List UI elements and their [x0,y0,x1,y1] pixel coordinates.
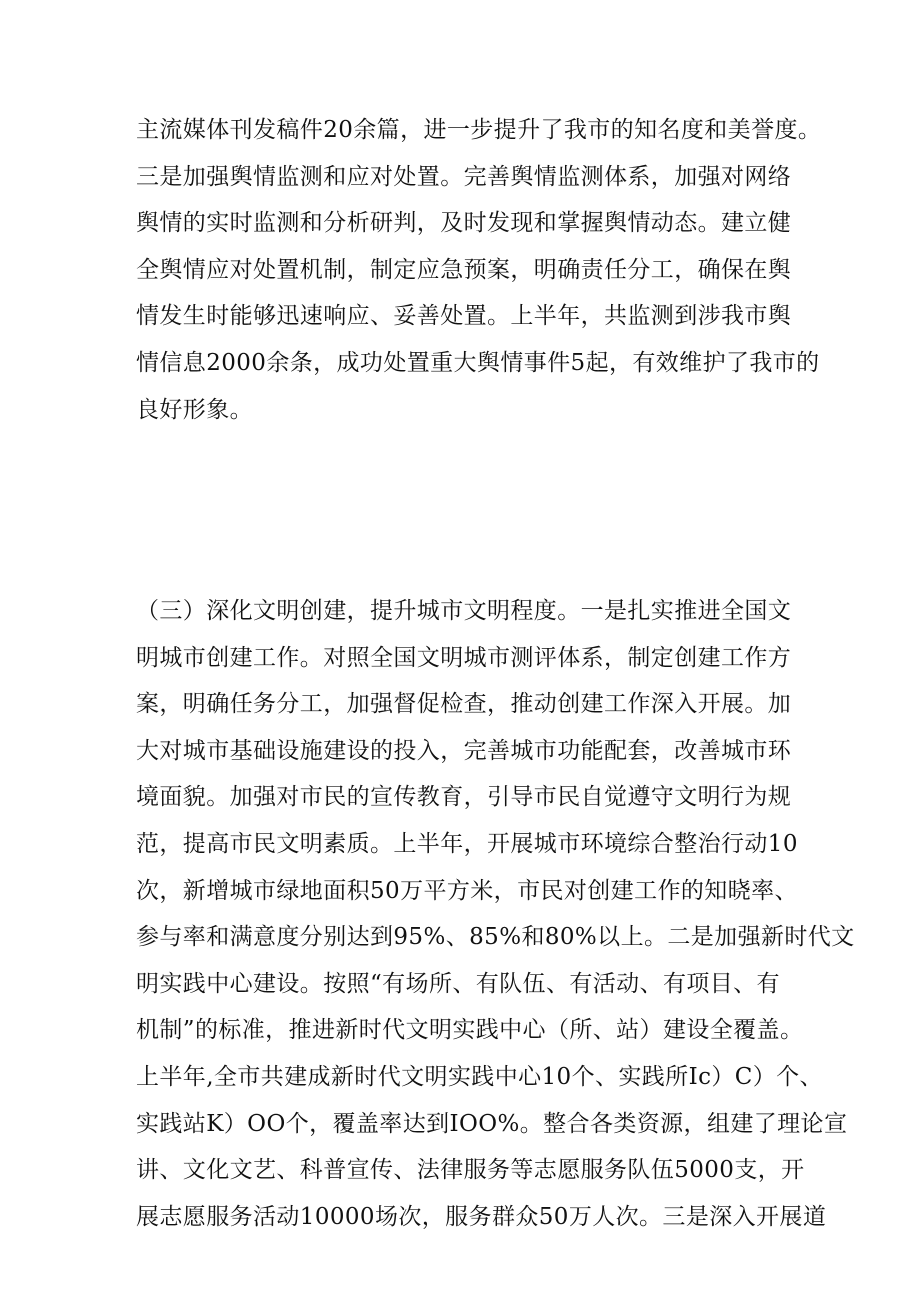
text-line: 情信息2000余条，成功处置重大舆情事件5起，有效维护了我市的 [136,349,820,376]
text-line: 上半年,全市共建成新时代文明实践中心10个、实践所Ic）C）个、 [136,1063,823,1090]
text-line: 机制”的标准，推进新时代文明实践中心（所、站）建设全覆盖。 [136,1017,804,1044]
text-line: 实践站K）OO个，覆盖率达到IOO%。整合各类资源，组建了理论宣 [136,1110,848,1137]
text-line: 境面貌。加强对市民的宣传教育，引导市民自觉遵守文明行为规 [136,784,792,811]
text-line: 范，提高市民文明素质。上半年，开展城市环境综合整治行动10 [136,830,798,857]
text-line: 大对城市基础设施建设的投入，完善城市功能配套，改善城市环 [136,737,792,764]
text-line: 明城市创建工作。对照全国文明城市测评体系，制定创建工作方 [136,644,792,671]
text-line: 良好形象。 [136,396,253,423]
text-line: （三）深化文明创建，提升城市文明程度。一是扎实推进全国文 [136,598,792,624]
paragraph-civilization-creation [136,588,855,1240]
text-line: 全舆情应对处置机制，制定应急预案，明确责任分工，确保在舆 [136,256,792,283]
text-line: 参与率和满意度分别达到95%、85%和80%以上。二是加强新时代文 [136,924,855,951]
text-line: 案，明确任务分工，加强督促检查，推动创建工作深入开展。加 [136,691,792,718]
text-line: 情发生时能够迅速响应、妥善处置。上半年，共监测到涉我市舆 [136,303,792,330]
text-line: 舆情的实时监测和分析研判，及时发现和掌握舆情动态。建立健 [136,210,792,237]
text-line: 主流媒体刊发稿件20余篇，进一步提升了我市的知名度和美誉度。 [136,117,822,143]
text-line: 明实践中心建设。按照“有场所、有队伍、有活动、有项目、有 [136,970,780,997]
text-line: 三是加强舆情监测和应对处置。完善舆情监测体系，加强对网络 [136,163,792,190]
paragraph-media-and-public-opinion [136,107,822,433]
text-line: 次，新增城市绿地面积50万平方米，市民对创建工作的知晓率、 [136,877,798,904]
text-line: 讲、文化文艺、科普宣传、法律服务等志愿服务队伍5000支，开 [136,1157,805,1184]
text-line: 展志愿服务活动10000场次，服务群众50万人次。三是深入开展道 [136,1203,827,1230]
